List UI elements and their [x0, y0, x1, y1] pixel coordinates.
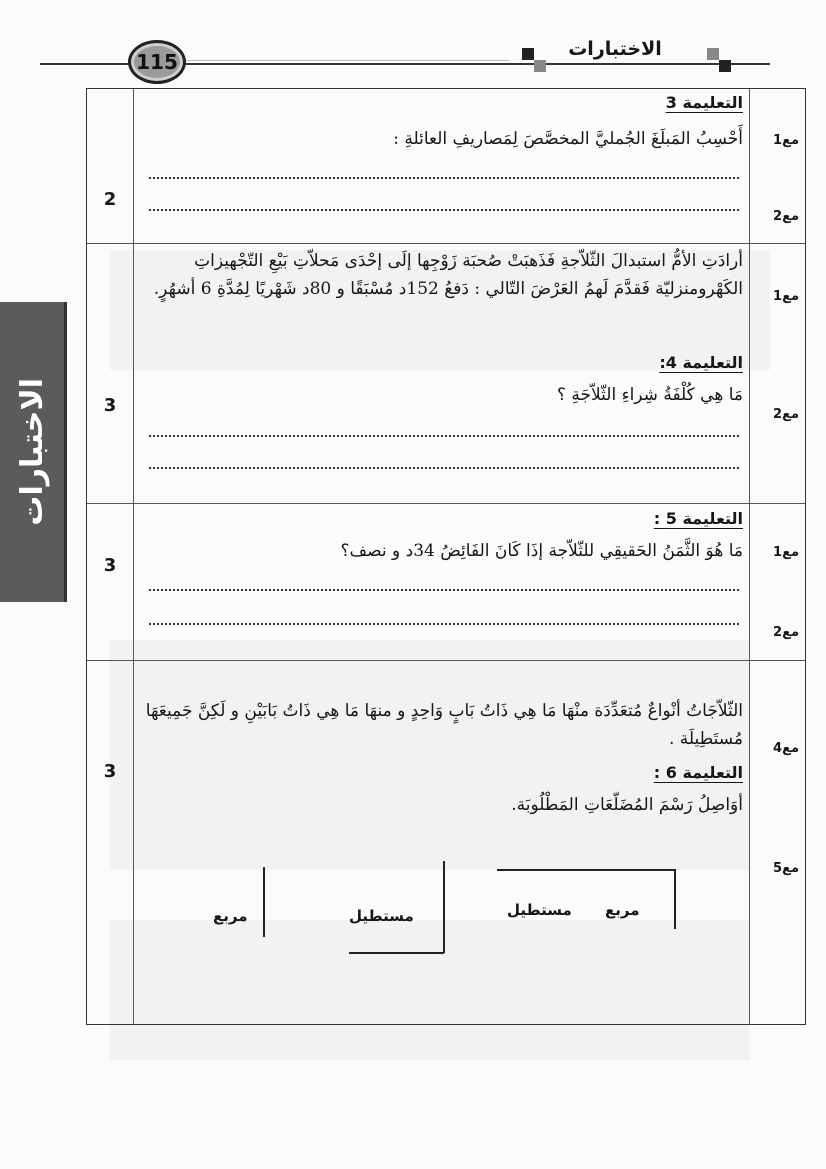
square-right-edge[interactable] [263, 867, 265, 937]
criterion-label: مع1 [773, 289, 799, 304]
header-rule-faint [180, 60, 510, 61]
instruction-title: التعليمة 6 : [653, 763, 743, 782]
criteria-column-divider [749, 89, 750, 1024]
row-score: 3 [103, 761, 117, 782]
header-square-icon [719, 60, 731, 72]
shape-label-square: مربع [605, 901, 640, 919]
page-number-badge [128, 40, 186, 84]
row-divider [87, 660, 805, 661]
criterion-label: مع2 [773, 407, 799, 422]
criterion-label: مع1 [773, 133, 799, 148]
row-score: 2 [103, 189, 117, 210]
question-text: مَا هُوَ الثَّمَنُ الحَقيقِي للثّلاّجة إذَا كَانَ الفَائِضُ 34د و نصف؟ [340, 541, 743, 561]
answer-line[interactable] [149, 623, 739, 625]
row-divider [87, 503, 805, 504]
rectangle-bottom-edge[interactable] [349, 952, 444, 954]
criterion-label: مع4 [773, 741, 799, 756]
side-tab [0, 302, 67, 602]
row-score: 3 [103, 395, 117, 416]
page-number: 115 [136, 50, 178, 74]
rectangle-right-edge[interactable] [443, 861, 445, 953]
header-square-icon [707, 48, 719, 60]
question-text: أوَاصِلُ رَسْمَ المُضَلّعَاتِ المَطْلُوبَة. [511, 795, 743, 815]
header-square-icon [534, 60, 546, 72]
instruction-title: التعليمة 4: [659, 353, 743, 372]
shape-label-rectangle: مستطيل [349, 907, 414, 925]
rectangle-top-edge[interactable] [497, 869, 675, 871]
side-tab-label: الاختبارات [14, 378, 50, 526]
answer-line[interactable] [149, 589, 739, 591]
score-column-divider [133, 89, 134, 1024]
criterion-label: مع2 [773, 625, 799, 640]
instruction-title: التعليمة 5 : [653, 509, 743, 528]
criterion-label: مع2 [773, 209, 799, 224]
answer-line[interactable] [149, 177, 739, 179]
header-square-icon [522, 48, 534, 60]
question-text: مَا هِي كُلْفَةُ شِراءِ الثّلاّجَةِ ؟ [556, 385, 743, 405]
page-title: الاختبارات [568, 38, 662, 60]
row-score: 3 [103, 555, 117, 576]
question-text: أَحْسِبُ المَبلَغَ الجُمليَّ المخصَّصَ لِمَصاريفِ العائلةِ : [393, 129, 743, 149]
answer-line[interactable] [149, 467, 739, 469]
instruction-title: التعليمة 3 [665, 93, 743, 112]
problem-statement: الثّلاّجَاتُ أنْواعٌ مُتعَدِّدَة منْهَا مَا هِي ذَاتُ بَابٍ وَاحِدٍ و منهَا مَا هِي ذَاتُ بَابَيْنِ و لَكِنَّ جَمِيعَهَا مُستَطِيلَة . [145, 701, 743, 749]
criterion-label: مع5 [773, 861, 799, 876]
rectangle-right-edge[interactable] [674, 869, 676, 929]
shape-label-rectangle: مستطيل [507, 901, 572, 919]
shape-label-square: مربع [213, 907, 248, 925]
answer-line[interactable] [149, 435, 739, 437]
problem-statement: أرادَتِ الأمُّ استبدالَ الثّلاّجةِ فَذَهبَتْ صُحبَة زَوْجِها إلَى إحْدَى مَحلاّتِ بَيْعِ التّجْهيزاتِ الكَهْرومنزليّة فَقدَّمَ لَهمُ العَرْضَ التّالي : دَفعُ 152د مُسْبَقًا و 80د شَهْريًا لِمُدَّةِ 6 أشهُرٍ. [153, 251, 743, 299]
evaluation-table [86, 88, 806, 1025]
answer-line[interactable] [149, 209, 739, 211]
criterion-label: مع1 [773, 545, 799, 560]
row-divider [87, 243, 805, 244]
